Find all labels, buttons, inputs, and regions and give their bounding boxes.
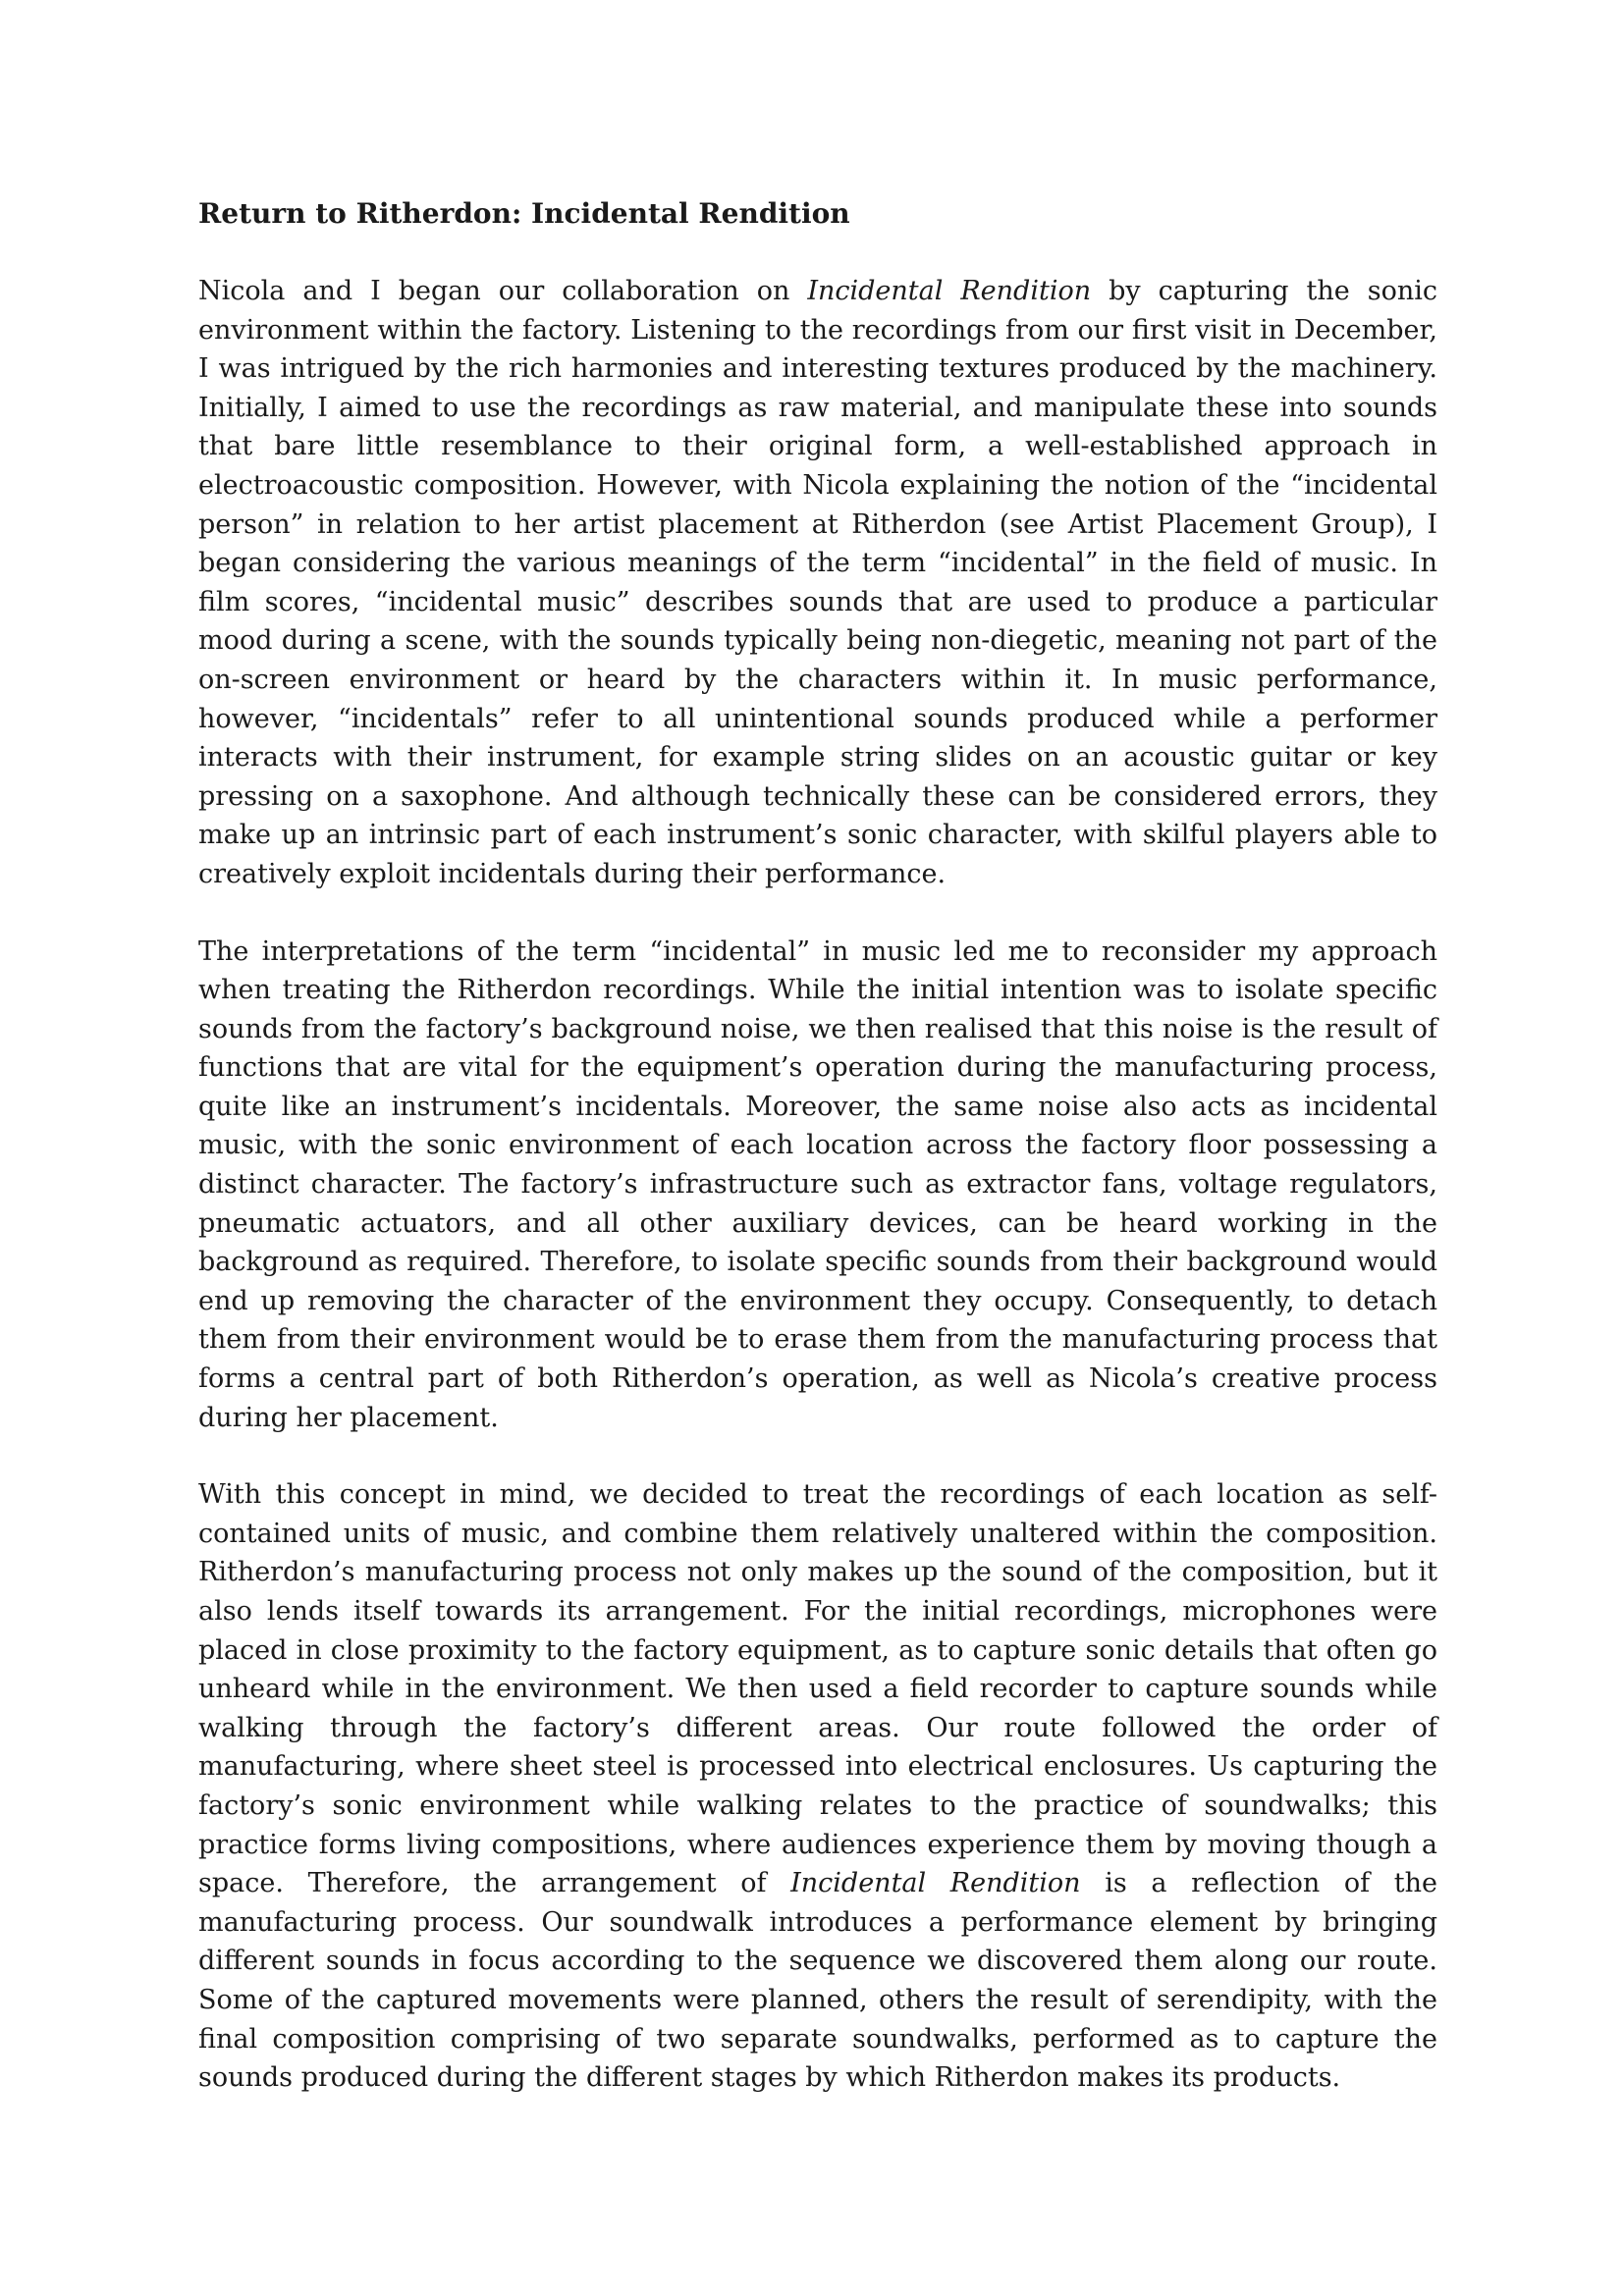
text-run: The interpretations of the term “incidental” in music led me to reconsider my approach when treating the Ritherdon recordings. While the initial intention was to isolate specific sounds from the factory’s background noise, we then realised that this noise is the result of functions that are vital for the equipment’s operation during the manufacturing process, quite like an instrument’s incidentals. Moreover, the same noise also acts as incidental music, with the sonic environment of each location across the factory floor possessing a distinct character. The factory’s infrastructure such as extractor fans, voltage regulators, pneumatic actuators, and all other auxiliary devices, can be heard working in the background as required. Therefore, to isolate specific sounds from their background would end up removing the character of the environment they occupy. Consequently, to detach them from their environment would be to erase them from the manufacturing process that forms a central part of both Ritherdon’s operation, as well as Nicola’s creative process during her placement.: [198, 935, 1437, 1433]
text-run: Nicola and I began our collaboration on: [198, 276, 808, 306]
document-body: [198, 272, 1437, 2098]
italic-text-run: Incidental Rendition: [790, 1868, 1081, 1899]
paragraph: [198, 1475, 1437, 2098]
document-page: [198, 194, 1437, 2098]
document-title: Return to Ritherdon: Incidental Rendition: [198, 197, 850, 230]
text-run: With this concept in mind, we decided to treat the recordings of each location as self-contained units of music, and combine them relatively unaltered within the composition. Ritherdon’s manufacturing process not only makes up the sound of the composition, but it also lends itself towards its arrangement. For the initial recordings, microphones were placed in close proximity to the factory equipment, as to capture sonic details that often go unheard while in the environment. We then used a field recorder to capture sounds while walking through the factory’s different areas. Our route followed the order of manufacturing, where sheet steel is processed into electrical enclosures. Us capturing the factory’s sonic environment while walking relates to the practice of soundwalks; this practice forms living compositions, where audiences experience them by moving though a space. Therefore, the arrangement of: [198, 1479, 1437, 1899]
paragraph: [198, 272, 1437, 894]
paragraph: [198, 933, 1437, 1438]
text-run: is a reflection of the manufacturing process. Our soundwalk introduces a performance element by bringing different sounds in focus according to the sequence we discovered them along our route. Some of the captured movements were planned, others the result of serendipity, with the final composition comprising of two separate soundwalks, performed as to capture the sounds produced during the different stages by which Ritherdon makes its products.: [198, 1868, 1438, 2094]
italic-text-run: Incidental Rendition: [807, 276, 1092, 306]
text-run: by capturing the sonic environment within the factory. Listening to the recordings from our first visit in December, I was intrigued by the rich harmonies and interesting textures produced by the machinery. Initially, I aimed to use the recordings as raw material, and manipulate these into sounds that bare little resemblance to their original form, a well-established approach in electroacoustic composition. However, with Nicola explaining the notion of the “incidental person” in relation to her artist placement at Ritherdon (see Artist Placement Group), I began considering the various meanings of the term “incidental” in the field of music. In film scores, “incidental music” describes sounds that are used to produce a particular mood during a scene, with the sounds typically being non-diegetic, meaning not part of the on-screen environment or heard by the characters within it. In music performance, however, “incidentals” refer to all unintentional sounds produced while a performer interacts with their instrument, for example string slides on an acoustic guitar or key pressing on a saxophone. And although technically these can be considered errors, they make up an intrinsic part of each instrument’s sonic character, with skilful players able to creatively exploit incidentals during their performance.: [198, 276, 1438, 889]
